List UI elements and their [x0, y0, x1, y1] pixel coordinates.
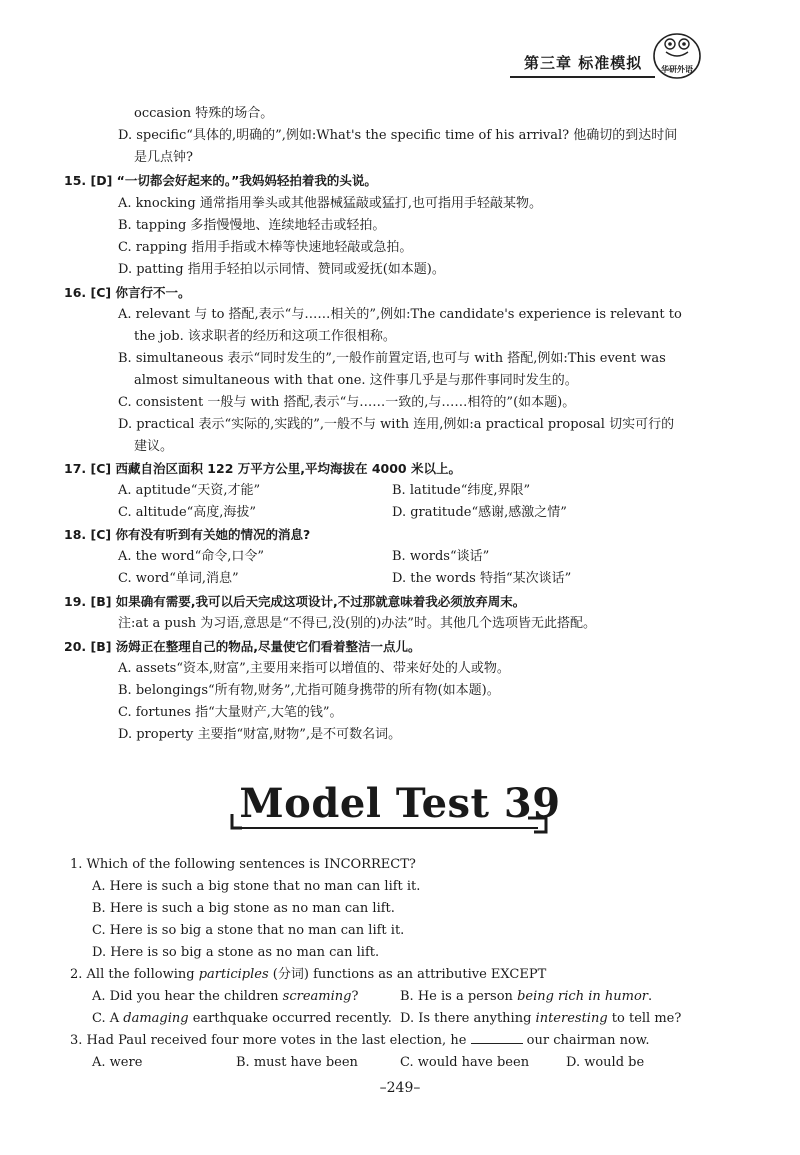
option-d: D. gratitude“感谢,感激之情”	[392, 505, 567, 520]
option-a: A. were	[92, 1055, 143, 1070]
stem-part: functions as an attributive EXCEPT	[313, 967, 547, 982]
option-b: B. belongings“所有物,财务”,尤指可随身携带的所有物(如本题)。	[118, 683, 500, 698]
option-d: D. practical 表示“实际的,实践的”,一般不与 with 连用,例如:a practical proposal 切实可行的	[118, 417, 675, 432]
option-b-cont: almost simultaneous with that one. 这件事几乎是与那件事同时发生的。	[134, 373, 578, 388]
stem-cn: (分词)	[268, 967, 314, 982]
option-text: A. Did you hear the children	[92, 989, 283, 1004]
question-18-heading: 18. [C] 你有没有听到有关她的情况的消息?	[64, 527, 311, 542]
option-c	[92, 1009, 392, 1029]
option-text: to tell me?	[607, 1011, 682, 1026]
option-a: A. Here is such a big stone that no man can lift it.	[92, 879, 421, 894]
option-a-cont: the job. 该求职者的经历和这项工作很相称。	[134, 329, 396, 344]
question-2-stem	[70, 965, 546, 985]
option-a: A. knocking 通常指用拳头或其他器械猛敲或猛打,也可指用手轻敲某物。	[118, 196, 543, 211]
question-17-heading: 17. [C] 西藏自治区面积 122 万平方公里,平均海拔在 4000 米以上。	[64, 461, 461, 476]
option-d: D. property 主要指“财富,财物”,是不可数名词。	[118, 727, 402, 742]
option-c: C. Here is so big a stone that no man can lift it.	[92, 923, 405, 938]
option-c: C. altitude“高度,海拔”	[118, 505, 257, 520]
option-b: B. must have been	[236, 1055, 358, 1070]
title-underline-decoration	[228, 808, 558, 838]
option-text: earthquake occurred recently.	[188, 1011, 392, 1026]
option-c: C. rapping 指用手指或木棒等快速地轻敲或急拍。	[118, 240, 413, 255]
option-italic: damaging	[123, 1011, 189, 1026]
option-d: D. would be	[566, 1055, 645, 1070]
question-3-stem	[70, 1031, 650, 1051]
page-number: –249–	[379, 1080, 421, 1096]
option-text: D. Is there anything	[400, 1011, 536, 1026]
option-b: B. latitude“纬度,界限”	[392, 483, 531, 498]
question-15-heading: 15. [D] “一切都会好起来的。”我妈妈轻拍着我的头说。	[64, 173, 377, 188]
option-a: A. aptitude“天资,才能”	[118, 483, 261, 498]
option-c: C. word“单词,消息”	[118, 571, 239, 586]
answer-line: occasion 特殊的场合。	[134, 106, 274, 121]
option-b: B. Here is such a big stone as no man can lift.	[92, 901, 395, 916]
model-test-title: Model Test 39	[239, 780, 561, 827]
question-16-heading: 16. [C] 你言行不一。	[64, 285, 191, 300]
option-italic: screaming	[282, 989, 352, 1004]
option-a: A. the word“命令,口令”	[118, 549, 264, 564]
stem-part: 2. All the following	[70, 967, 199, 982]
option-b: B. simultaneous 表示“同时发生的”,一般作前置定语,也可与 with 搭配,例如:This event was	[118, 351, 666, 366]
answer-line: 是几点钟?	[134, 150, 193, 165]
option-a: A. relevant 与 to 搭配,表示“与……相关的”,例如:The candidate's experience is relevant to	[118, 307, 682, 322]
answer-blank	[471, 1031, 523, 1044]
option-c: C. fortunes 指“大量财产,大笔的钱”。	[118, 705, 343, 720]
option-a: A. assets“资本,财富”,主要用来指可以增值的、带来好处的人或物。	[118, 661, 510, 676]
option-italic: interesting	[535, 1011, 608, 1026]
option-c: C. consistent 一般与 with 搭配,表示“与……一致的,与……相符的”(如本题)。	[118, 395, 576, 410]
option-c: C. would have been	[400, 1055, 530, 1070]
chapter-title: 第三章 标准模拟	[524, 54, 643, 72]
question-20-heading: 20. [B] 汤姆正在整理自己的物品,尽量使它们看着整洁一点儿。	[64, 639, 421, 654]
logo-text: 华研外语	[661, 65, 693, 74]
option-d: D. the words 特指“某次谈话”	[392, 571, 572, 586]
option-text: ?	[351, 989, 359, 1004]
option-d: D. Here is so big a stone as no man can lift.	[92, 945, 380, 960]
publisher-logo	[652, 32, 702, 80]
option-text: C. A	[92, 1011, 124, 1026]
option-italic: being rich in humor	[517, 989, 648, 1004]
option-text: .	[648, 989, 653, 1004]
option-d: D. patting 指用手轻拍以示同情、赞同或爱抚(如本题)。	[118, 262, 445, 277]
option-d	[400, 1009, 681, 1029]
note: 注:at a push 为习语,意思是“不得已,没(别的)办法”时。其他几个选项皆无此搭配。	[118, 616, 596, 631]
option-d-cont: 建议。	[134, 439, 174, 454]
header-rule	[510, 76, 655, 78]
option-b: B. tapping 多指慢慢地、连续地轻击或轻拍。	[118, 218, 386, 233]
option-text: B. He is a person	[400, 989, 518, 1004]
stem-italic: participles	[198, 967, 269, 982]
option-b	[400, 987, 652, 1007]
question-1-stem: 1. Which of the following sentences is INCORRECT?	[70, 857, 416, 872]
question-19-heading: 19. [B] 如果确有需要,我可以后天完成这项设计,不过那就意味着我必须放弃周末。	[64, 594, 526, 609]
option-a	[92, 987, 358, 1007]
option-b: B. words“谈话”	[392, 549, 490, 564]
page-header	[490, 30, 720, 80]
answer-line: D. specific“具体的,明确的”,例如:What's the specific time of his arrival? 他确切的到达时间	[118, 128, 678, 143]
stem-part: our chairman now.	[526, 1033, 650, 1048]
stem-part: 3. Had Paul received four more votes in the last election, he	[70, 1033, 467, 1048]
